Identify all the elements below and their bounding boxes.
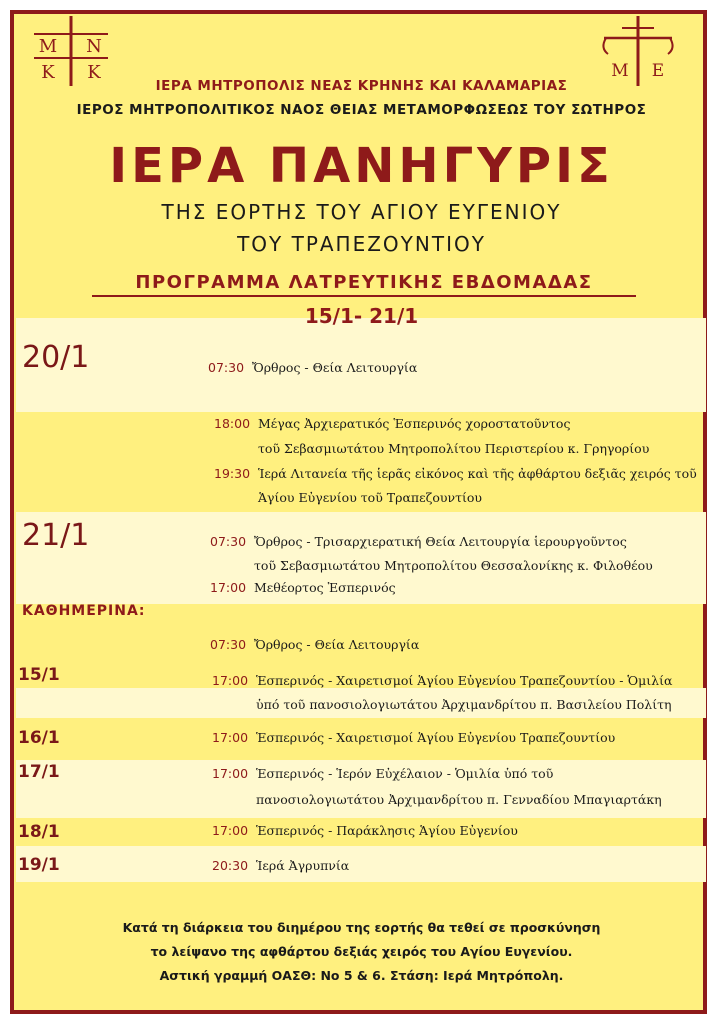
footer-relic-line2: το λείψανο της αφθάρτου δεξιάς χειρός του Αγίου Ευγενίου. [150,944,573,959]
event-15-1-line2: ὑπό τοῦ πανοσιολογιωτάτου Ἀρχιμανδρίτου π. Βασιλείου Πολίτη [256,697,672,712]
date-16-1: 16/1 [18,728,60,748]
event-20-1-vespers-line2: τοῦ Σεβασμιωτάτου Μητροπολίτου Περιστερίου κ. Γρηγορίου [258,441,650,456]
time-19-1: 20:30 [212,858,249,873]
temple-name: ΙΕΡΟΣ ΜΗΤΡΟΠΟΛΙΤΙΚΟΣ ΝΑΟΣ ΘΕΙΑΣ ΜΕΤΑΜΟΡΦΩΣΕΩΣ ΤΟΥ ΣΩΤΗΡΟΣ [76,102,647,118]
time-18-1: 17:00 [212,823,249,838]
event-18-1: Ἑσπερινός - Παράκλησις Ἁγίου Εὐγενίου [256,823,518,838]
event-15-1-line1: Ἑσπερινός - Χαιρετισμοί Ἁγίου Εὐγενίου Τραπεζουντίου - Ὁμιλία [256,673,673,688]
svg-text:M: M [38,36,58,57]
event-17-1-line2: πανοσιολογιωτάτου Ἀρχιμανδρίτου π. Γενναδίου Μπαγιαρτάκη [256,792,662,807]
event-daily-orthros: Ὄρθρος - Θεία Λειτουργία [254,637,420,652]
date-17-1: 17/1 [18,762,60,782]
time-16-1: 17:00 [212,730,249,745]
program-heading: ΠΡΟΓΡΑΜΜΑ ΛΑΤΡΕΥΤΙΚΗΣ ΕΒΔΟΜΑΔΑΣ [92,272,636,297]
svg-text:K: K [87,62,101,83]
footer-relic-line1: Κατά τη διάρκεια του διημέρου της εορτής θα τεθεί σε προσκύνηση [122,920,601,935]
time-15-1: 17:00 [212,673,249,688]
event-21-1-vespers: Μεθέορτος Ἑσπερινός [254,580,396,595]
metropolis-name: ΙΕΡΑ ΜΗΤΡΟΠΟΛΙΣ ΝΕΑΣ ΚΡΗΝΗΣ ΚΑΙ ΚΑΛΑΜΑΡΙΑΣ [155,78,568,94]
daily-label: ΚΑΘΗΜΕΡΙΝΑ: [22,603,146,619]
footer-bus-info: Αστική γραμμή ΟΑΣΘ: Νο 5 & 6. Στάση: Ιερά Μητρόπολη. [159,968,564,983]
date-18-1: 18/1 [18,822,60,842]
event-21-1-liturgy-line2: τοῦ Σεβασμιωτάτου Μητροπολίτου Θεσσαλονίκης κ. Φιλοθέου [254,558,653,573]
time-daily-orthros: 07:30 [210,637,247,652]
date-20-1: 20/1 [22,340,90,375]
date-19-1: 19/1 [18,855,60,875]
time-20-1-litany: 19:30 [214,466,251,481]
event-20-1-orthros: Ὄρθρος - Θεία Λειτουργία [252,360,418,375]
time-20-1-vespers: 18:00 [214,416,251,431]
event-17-1-line1: Ἑσπερινός - Ἱερόν Εὐχέλαιον - Ὁμιλία ὑπό τοῦ [256,766,554,781]
feast-subtitle-1: ΤΗΣ ΕΟΡΤΗΣ ΤΟΥ ΑΓΙΟΥ ΕΥΓΕΝΙΟΥ [161,200,562,224]
date-range: 15/1- 21/1 [304,304,419,328]
feast-subtitle-2: ΤΟΥ ΤΡΑΠΕΖΟΥΝΤΙΟΥ [237,232,486,256]
poster-title: ΙΕΡΑ ΠΑΝΗΓΥΡΙΣ [109,138,614,194]
svg-text:K: K [41,62,55,83]
event-21-1-liturgy-line1: Ὄρθρος - Τρισαρχιερατική Θεία Λειτουργία ἱερουργοῦντος [254,534,627,549]
event-16-1: Ἑσπερινός - Χαιρετισμοί Ἁγίου Εὐγενίου Τραπεζουντίου [256,730,616,745]
event-19-1: Ἱερά Ἀγρυπνία [256,858,350,873]
svg-text:N: N [86,36,102,57]
time-17-1: 17:00 [212,766,249,781]
event-20-1-vespers-line1: Μέγας Ἀρχιερατικός Ἑσπερινός χοροστατοῦντος [258,416,571,431]
time-20-1-orthros: 07:30 [208,360,245,375]
time-21-1-vespers: 17:00 [210,580,247,595]
time-21-1-liturgy: 07:30 [210,534,247,549]
event-20-1-litany-line1: Ἱερά Λιτανεία τῆς ἱερᾶς εἰκόνος καὶ τῆς ἀφθάρτου δεξιᾶς χειρός τοῦ [258,466,697,481]
date-15-1: 15/1 [18,665,60,685]
band-19-1 [16,846,706,882]
event-20-1-litany-line2: Ἁγίου Εὐγενίου τοῦ Τραπεζουντίου [258,490,483,505]
svg-text:E: E [651,61,665,81]
svg-text:M: M [611,61,629,81]
date-21-1: 21/1 [22,518,90,553]
